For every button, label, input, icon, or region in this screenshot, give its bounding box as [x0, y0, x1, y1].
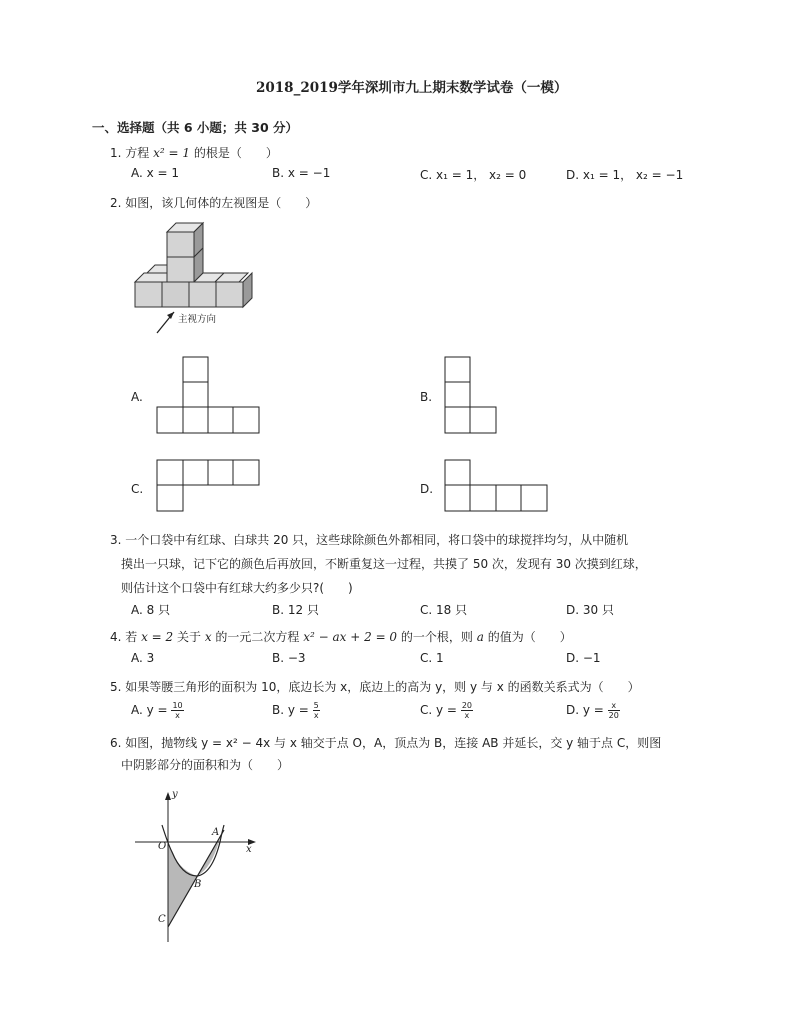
q3-option-d: D. 30 只 [566, 603, 614, 617]
q4-option-c: C. 1 [420, 651, 444, 665]
q1-option-c: C. x₁ = 1， x₂ = 0 [420, 168, 527, 182]
question-6-line-1: 6. 如图，抛物线 y = x² − 4x 与 x 轴交于点 O，A，顶点为 B，连接 AB 并延长，交 y 轴于点 C，则图 [110, 736, 662, 750]
q2-option-c: C. [131, 482, 144, 496]
q5-option-b-fraction: $\frac{5}{x}$ [313, 701, 319, 720]
cube-1 [135, 282, 162, 307]
q5-option-a: A. y = $\frac{10}{x}$ [131, 701, 183, 720]
question-5-stem: 5. 如果等腰三角形的面积为 10，底边长为 x，底边上的高为 y，则 y 与 x 的函数关系式为（ ） [110, 680, 640, 694]
q2-option-c-figure [157, 460, 261, 514]
q2-direction-label: 主视方向 [178, 314, 217, 325]
label-b: B [194, 879, 202, 890]
question-3-line-3: 则估计这个口袋中有红球大约多少只?( ) [121, 581, 353, 595]
question-1-stem: 1. 方程 x² = 1 的根是（ ） [110, 146, 278, 160]
q2-option-a-figure [157, 357, 261, 435]
question-4-stem: 4. 若 x = 2 关于 x 的一元二次方程 x² − ax + 2 = 0 的一个根，则 a 的值为（ ） [110, 630, 572, 644]
q3-option-b: B. 12 只 [272, 603, 319, 617]
q5-option-d-fraction: $\frac{x}{20}$ [608, 701, 619, 720]
q6-parabola-figure [130, 790, 270, 950]
label-o: O [158, 841, 167, 852]
cube-column [167, 223, 203, 282]
q4-option-a: A. 3 [131, 651, 155, 665]
label-y: y [172, 789, 178, 800]
q5-option-d: D. y = $\frac{x}{20}$ [566, 701, 619, 720]
q5-option-c-fraction: $\frac{20}{x}$ [461, 701, 472, 720]
q2-option-b: B. [420, 390, 433, 404]
q5-option-c: C. y = $\frac{20}{x}$ [420, 701, 472, 720]
section-heading: 一、选择题（共 6 小题；共 30 分） [92, 120, 299, 135]
q5-option-a-fraction: $\frac{10}{x}$ [172, 701, 183, 720]
cube-4 [216, 282, 243, 307]
q4-option-d: D. −1 [566, 651, 601, 665]
cube-2 [162, 282, 189, 307]
question-2-stem: 2. 如图，该几何体的左视图是（ ） [110, 196, 318, 210]
q4-equation: x² − ax + 2 = 0 [303, 630, 398, 644]
q1-option-d: D. x₁ = 1， x₂ = −1 [566, 168, 684, 182]
label-a: A [212, 827, 220, 838]
question-3-line-1: 3. 一个口袋中有红球、白球共 20 只，这些球除颜色外都相同，将口袋中的球搅拌均匀，从中随机 [110, 533, 629, 547]
question-6-line-2: 中阴影部分的面积和为（ ） [121, 758, 290, 772]
q1-option-a: A. x = 1 [131, 166, 180, 180]
q2-option-d-figure [445, 460, 550, 514]
q5-option-b: B. y = $\frac{5}{x}$ [272, 701, 319, 720]
label-x: x [246, 844, 252, 855]
y-axis-arrow [165, 792, 171, 800]
q3-option-a: A. 8 只 [131, 603, 171, 617]
q1-equation: x² = 1 [153, 146, 190, 160]
q2-option-a: A. [131, 390, 143, 404]
q2-option-b-figure [445, 357, 499, 435]
q2-option-d: D. [420, 482, 434, 496]
question-3-line-2: 摸出一只球，记下它的颜色后再放回，不断重复这一过程，共摸了 50 次，发现有 30 次摸到红球， [121, 557, 647, 571]
q3-option-c: C. 18 只 [420, 603, 468, 617]
cube-3 [189, 282, 216, 307]
q1-option-b: B. x = −1 [272, 166, 331, 180]
label-c: C [158, 914, 166, 925]
page-title: 2018_2019学年深圳市九上期末数学试卷（一模） [256, 80, 568, 96]
q4-option-b: B. −3 [272, 651, 306, 665]
